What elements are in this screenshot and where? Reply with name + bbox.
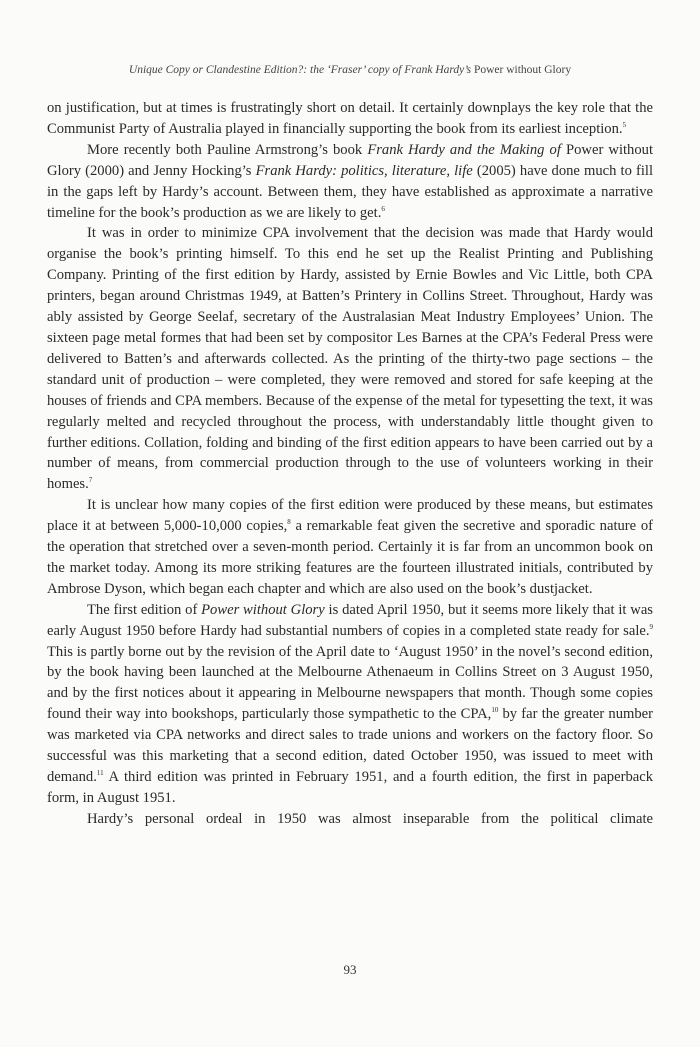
text-run: This is partly borne out by the revision of the April date to ‘August 1950’ in the novel’s second edition, by the book having been launched at the Melbourne Athenaeum in Collins Street on 3 August 1950, and by the first notices about it appearing in Melbourne newspapers that month. Though some copies found their way into bookshops, particularly those sympathetic to the CPA,: [47, 643, 653, 723]
text-run: a remarkable feat given the secretive and sporadic nature of the operation that stretched over a seven-month period. Certainly it is far from an uncommon book on the market today. Among its more striking features are the fourteen illustrated initials, contributed by Ambrose Dyson, which began each chapter and which are also used on the book’s dustjacket.: [47, 518, 653, 597]
text-run: is dated April 1950, but it seems more likely that it was early August 1950 before Hardy had substantial numbers of copies in a completed state ready for sale.: [47, 601, 653, 639]
paragraph: [47, 495, 653, 600]
text-run: on justification, but at times is frustratingly short on detail. It certainly downplays the key role that the Communist Party of Australia played in financially supporting the book from its earliest inception.: [47, 100, 653, 137]
text-run: Hardy’s personal ordeal in 1950 was almost inseparable from the political climate: [87, 810, 653, 827]
italic-title: Frank Hardy and the Making of: [367, 141, 561, 158]
italic-title: Power without Glory: [201, 601, 325, 618]
running-header-italic: Unique Copy or Clandestine Edition?: the ‘Fraser’ copy of Frank Hardy’s: [128, 64, 472, 76]
text-run: More recently both Pauline Armstrong’s book: [87, 141, 368, 158]
paragraph: [47, 140, 653, 224]
body-text: [47, 98, 653, 830]
footnote-marker: 5: [622, 120, 627, 129]
paragraph: [47, 809, 653, 830]
footnote-marker: 6: [381, 204, 385, 213]
paragraph: [47, 98, 653, 140]
running-header-roman: Power without Glory: [471, 64, 572, 76]
page-number: 93: [343, 962, 357, 977]
footnote-marker: 11: [96, 769, 104, 777]
text-run: A third edition was printed in February 1951, and a fourth edition, the first in paperback form, in August 1951.: [47, 769, 653, 806]
paragraph: [47, 600, 653, 809]
footnote-marker: 10: [491, 706, 499, 715]
text-run: It is unclear how many copies of the first edition were produced by these means, but estimates place it at between 5,000-10,000 copies,: [47, 497, 653, 535]
text-run: Power without Glory (2000) and Jenny Hocking’s: [47, 141, 653, 179]
text-run: The first edition of: [87, 601, 202, 618]
running-header: [0, 64, 700, 76]
text-run: It was in order to minimize CPA involvement that the decision was made that Hardy would organise the book’s printing himself. To this end he set up the Realist Printing and Publishing Company. Printing of the first edition by Hardy, assisted by Ernie Bowles and Vic Little, both CPA printers, began around Christmas 1949, at Batten’s Printery in Collins Street. Throughout, Hardy was ably assisted by George Seelaf, secretary of the Australasian Meat Industry Employees’ Union. The sixteen page metal formes that had been set by compositor Les Barnes at the CPA’s Federal Press were delivered to Batten’s and afterwards collected. As the printing of the thirty-two page sections – the standard unit of production – were completed, they were removed and stored for safe keeping at the houses of friends and CPA members. Because of the expense of the metal for typesetting the text, it was regularly melted and recycled throughout the process, with understandably little thought given to further editions. Collation, folding and binding of the first edition appears to have been carried out by a number of means, from commercial production through to the use of volunteers working in their homes.: [47, 225, 653, 493]
footnote-marker: 8: [287, 518, 291, 527]
text-run: by far the greater number was marketed via CPA networks and direct sales to trade unions and workers on the factory floor. So successful was this marketing that a second edition, dated October 1950, was issued to meet with demand.: [47, 706, 653, 785]
footnote-marker: 7: [88, 476, 93, 485]
italic-title: Frank Hardy: politics, literature, life: [255, 162, 473, 179]
text-run: (2005) have done much to fill in the gaps left by Hardy’s account. Between them, they have established as approximate a narrative timeline for the book’s production as we are likely to get.: [47, 162, 654, 221]
footnote-marker: 9: [649, 622, 653, 631]
paragraph: [47, 223, 653, 495]
